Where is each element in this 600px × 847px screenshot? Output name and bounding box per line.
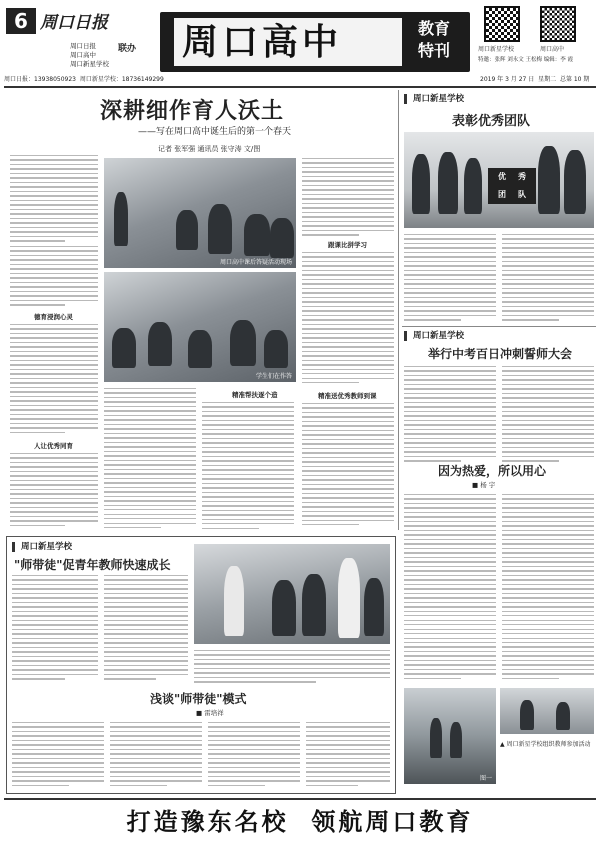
date-line: 2019 年 3 月 27 日 星期二 总第 10 期 <box>480 76 590 83</box>
corner-photo-label: 图一 <box>479 775 492 782</box>
lead-photo-2 <box>104 272 296 382</box>
corner-photo <box>404 688 496 784</box>
essay-text-2 <box>502 494 594 684</box>
lead-subhead-4: 跟课比拼学习 <box>328 241 367 249</box>
lead-text-col4c <box>302 403 394 530</box>
lead-subhead-1: 德育浸润心灵 <box>34 313 73 321</box>
editor-line: 特邀：张辉 刘永文 王松梅 编辑：李 霞 <box>478 57 573 63</box>
vertical-divider <box>398 90 399 530</box>
page-number-box <box>6 8 36 34</box>
teams-text-2 <box>502 234 594 324</box>
teams-photo <box>404 132 594 228</box>
honor-banner: 优 秀 团 队 <box>488 168 536 204</box>
teams-headline: 表彰优秀团队 <box>452 114 531 129</box>
lead-text-col1d <box>10 453 98 531</box>
mentor-photo <box>194 544 390 644</box>
lead-byline: 记者 张军强 通讯员 张守涛 文/图 <box>158 145 261 153</box>
masthead <box>0 0 600 88</box>
qr-label-1: 周口新星学校 <box>478 46 515 53</box>
lead-text-col1a <box>10 155 98 243</box>
partner-2: 周口高中 <box>70 51 96 59</box>
mentor-text-3 <box>194 650 390 684</box>
mentor-subbyline: ■ 雷培祥 <box>196 709 224 717</box>
partner-3: 周口新星学校 <box>70 60 109 68</box>
banner-side: 教育 特刊 <box>417 19 450 60</box>
mentor-sub-text-1 <box>12 722 104 790</box>
corner-caption: ▲ 周口新星学校组织教师参加活动 <box>500 741 591 748</box>
banner-title: 周口高中 <box>182 21 343 63</box>
lead-text-col4a <box>302 158 394 238</box>
exam-headline: 举行中考百日冲刺誓师大会 <box>428 347 573 361</box>
footer-slogan: 打造豫东名校 领航周口教育 <box>126 807 474 836</box>
mentor-sub-text-4 <box>306 722 390 790</box>
qr-code-2 <box>540 6 576 42</box>
qr-code-1 <box>484 6 520 42</box>
mentor-section-label: 周口新星学校 <box>12 542 72 552</box>
mentor-subheadline: 浅谈"师带徒"模式 <box>150 692 247 706</box>
photo2-caption: 学生们在作答 <box>255 373 292 380</box>
essay-headline: 因为热爱，所以用心 <box>438 464 547 478</box>
exam-section-label: 周口新星学校 <box>404 331 464 341</box>
lead-text-col2 <box>104 388 196 530</box>
qr-label-2: 周口高中 <box>540 46 565 53</box>
masthead-rule <box>4 86 596 88</box>
partner-1: 周口日报 <box>70 42 96 50</box>
lead-photo-1 <box>104 158 296 268</box>
page-number: 6 <box>14 9 28 33</box>
mentor-text-2 <box>104 575 188 685</box>
teams-text-1 <box>404 234 496 324</box>
joint-label: 联办 <box>118 44 137 54</box>
exam-text-1 <box>404 366 496 466</box>
banner <box>160 12 470 72</box>
partner-list <box>70 42 109 69</box>
mentor-text-1 <box>12 575 98 685</box>
lead-subhead-3: 精准帮扶逐个造 <box>232 391 278 399</box>
lead-text-col1c <box>10 324 98 438</box>
lead-subtitle: ——写在周口高中诞生后的第一个春天 <box>138 127 292 137</box>
essay-byline: ■ 杨 宇 <box>472 481 496 489</box>
mentor-sub-text-3 <box>208 722 300 790</box>
teams-section-label: 周口新星学校 <box>404 94 464 104</box>
lead-text-col3 <box>202 402 294 530</box>
lead-subhead-5: 精准送优秀教师到课 <box>318 392 377 400</box>
corner-photo-2 <box>500 688 594 734</box>
mentor-headline: "师带徒"促青年教师快速成长 <box>14 558 171 572</box>
phone-line: 周口日报：13938050923 周口新星学校：18736149299 <box>4 76 164 83</box>
paper-name: 周口日报 <box>40 13 108 33</box>
lead-text-col4b <box>302 252 394 388</box>
lead-subhead-2: 人让优秀同育 <box>34 442 73 450</box>
mentor-sub-text-2 <box>110 722 202 790</box>
lead-text-col1b <box>10 246 98 310</box>
exam-text-2 <box>502 366 594 466</box>
essay-text-1 <box>404 494 496 684</box>
teams-rule <box>402 326 596 327</box>
lead-headline: 深耕细作育人沃土 <box>100 98 285 124</box>
photo1-caption: 周口高中课后答疑活动现场 <box>219 259 292 266</box>
footer-rule <box>4 798 596 800</box>
